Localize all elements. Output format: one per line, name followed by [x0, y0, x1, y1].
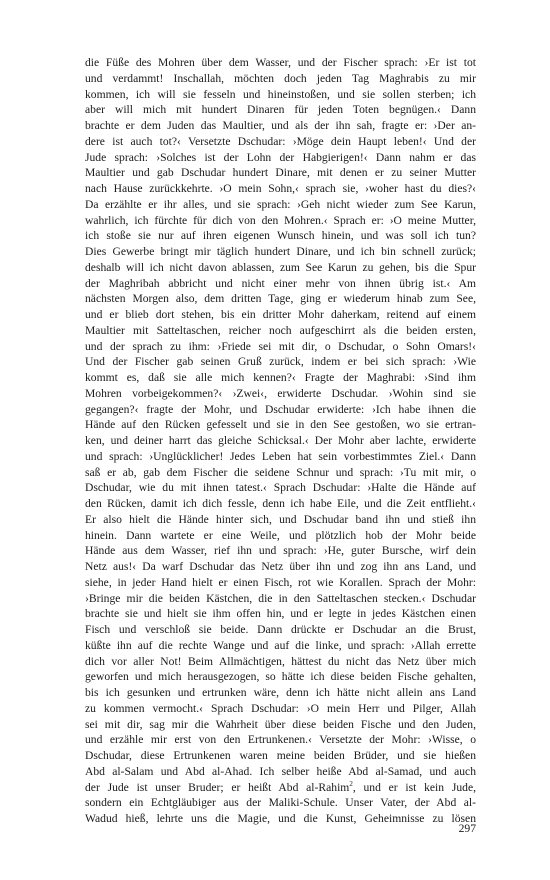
text-line-content: Hände auf den Rücken gefesselt und sie in den See gestoßen, wo sie ertran- — [85, 418, 476, 432]
text-line — [85, 496, 476, 512]
text-line — [85, 102, 476, 118]
text-line — [85, 165, 476, 181]
text-line — [85, 370, 476, 386]
text-line-content: und der sprach zu ihm: ›Friede sei mit dir, o Dschudar, o Sohn Omars!‹ — [85, 339, 476, 353]
text-line — [85, 512, 476, 528]
text-line-content: Dschudar, diese Ertrunkenen waren meine beiden Brüder, und sie hießen — [85, 749, 476, 762]
text-line — [85, 591, 476, 607]
text-line-content: und er blieb dort stehen, bis ein dritter Mohr daherkam, reitend auf einem — [85, 308, 476, 321]
text-line-content: und verdammt! Inschallah, möchten doch jeden Tag Maghrabis zu mir — [85, 71, 476, 85]
text-line-content: den Rücken, damit ich dich fessle, denn ich habe Eile, und die Zeit entflieht.‹ — [85, 497, 476, 510]
text-line-content: und sprach: ›Unglücklicher! Jedes Leben hat sein vorbestimmtes Ziel.‹ Dann — [85, 449, 476, 463]
text-line — [85, 55, 476, 71]
text-line-content: sondern ein Echtgläubiger aus der Maliki-Schule. Unser Vater, der Abd al- — [85, 796, 476, 810]
text-line-content: Mohren vorbeigekommen?‹ ›Zwei‹, erwiderte Dschudar. ›Wohin sind sie — [85, 386, 476, 400]
text-line-content: geworfen und mich herausgezogen, so hätte ich diese beiden Fische gehalten, — [85, 670, 476, 684]
text-line — [85, 354, 476, 370]
text-line-content: der Maghribah abbricht und nicht einer mehr von ihnen übrig ist.‹ Am — [85, 276, 476, 290]
text-line-content: bis ich gesunken und ertrunken wäre, denn ich hätte nicht allein ans Land — [85, 686, 476, 699]
text-line — [85, 87, 476, 103]
text-line — [85, 543, 476, 559]
text-line — [85, 339, 476, 355]
text-line — [85, 669, 476, 685]
text-line — [85, 433, 476, 449]
text-line-content: Und der Fischer gab seinen Gruß zurück, indem er bei sich sprach: ›Wie — [85, 355, 476, 369]
text-line — [85, 402, 476, 418]
text-line-content: Wadud hieß, lehrte uns die Magie, und die Kunst, Geheimnisse zu lösen — [85, 812, 476, 825]
text-line-content: Maultier mit Satteltaschen, reicher noch aufgeschirrt als die beiden ersten, — [85, 323, 476, 337]
text-line — [85, 717, 476, 733]
text-line-content: brachte er dem Juden das Maultier, und als der ihn sah, fragte er: ›Der an- — [85, 119, 476, 132]
text-line — [85, 197, 476, 213]
text-line-content: ken, und deiner harrt das gleiche Schicksal.‹ Der Mohr aber lachte, erwiderte — [85, 434, 476, 447]
text-line-content: deshalb will ich nicht davon ablassen, zum See Karun zu gehen, bis die Spur — [85, 260, 476, 274]
text-line-content: aber will mich mit hundert Dinaren für jeden Toten begnügen.‹ Dann — [85, 103, 476, 117]
text-line — [85, 559, 476, 575]
text-line — [85, 118, 476, 134]
text-line-content: saß er ab, gab dem Fischer die seidene Schnur und sprach: ›Tu mit mir, o — [85, 465, 476, 479]
text-line — [85, 748, 476, 764]
text-line-content: nächsten Morgen also, dem dritten Tage, ging er wiederum hinab zum See, — [85, 292, 476, 306]
text-line-content: zu kommen vermocht.‹ Sprach Dschudar: ›O mein Herr und Pilger, Allah — [85, 701, 476, 715]
text-line — [85, 732, 476, 748]
text-line-content: ›Bringe mir die beiden Kästchen, die in den Satteltaschen stecken.‹ Dschudar — [85, 591, 476, 605]
text-line — [85, 685, 476, 701]
text-line — [85, 480, 476, 496]
text-line — [85, 307, 476, 323]
text-line-content: siehe, in jeder Hand hielt er einen Fisch, rot wie Korallen. Sprach der Mohr: — [85, 575, 476, 589]
text-line-content: Hände aus dem Wasser, rief ihn und sprach: ›He, guter Bursche, wirf dein — [85, 544, 476, 558]
text-line — [85, 417, 476, 433]
text-line — [85, 449, 476, 465]
text-line-content: küßte ihn auf die rechte Wange und auf die linke, und sprach: ›Allah errette — [85, 638, 476, 652]
text-line-content: Da erzählte er ihr alles, und sie sprach: ›Geh nicht wieder zum See Karun, — [85, 197, 476, 211]
text-line — [85, 276, 476, 292]
text-line-content: ich stoße sie nur auf ihren eigenen Wunsch hinein, und was soll ich tun? — [85, 229, 476, 243]
text-line-content: der Jude ist unser Bruder; er heißt Abd al-Rahim — [85, 780, 350, 794]
text-line — [85, 386, 476, 402]
text-line-content: dich vor aller Not! Beim Allmächtigen, hättest du nicht das Netz über mich — [85, 654, 476, 668]
text-line-content: kommen, ich will sie fesseln und hineinstoßen, und sie sollen sterben; ich — [85, 87, 476, 101]
text-line-content: dere ist auch tot?‹ Versetzte Dschudar: ›Möge dein Haupt leben!‹ Und der — [85, 134, 476, 148]
text-line-content: Netz aus!‹ Da warf Dschudar das Netz über ihn und zog ihn ans Land, und — [85, 560, 476, 573]
text-line-content: brachte sie und hielt sie ihm offen hin, und er legte in jedes Kästchen einen — [85, 607, 476, 621]
text-line — [85, 323, 476, 339]
text-line-content: und erzähle mir erst von den Ertrunkenen.‹ Versetzte der Mohr: ›Wisse, o — [85, 733, 476, 747]
text-line — [85, 780, 476, 796]
text-line-content: Maultier und gab Dschudar hundert Dinare, mit denen er zu seiner Mutter — [85, 166, 476, 180]
text-line — [85, 528, 476, 544]
text-line — [85, 622, 476, 638]
text-line — [85, 134, 476, 150]
text-line — [85, 575, 476, 591]
text-line — [85, 764, 476, 780]
text-line-content: Dschudar, wie du mit ihnen tatest.‹ Sprach Dschudar: ›Halte die Hände auf — [85, 481, 476, 495]
text-line-content: hinein. Dann wartete er eine Weile, und plötzlich hob der Mohr beide — [85, 528, 476, 542]
text-line-content: die Füße des Mohren über dem Wasser, und der Fischer sprach: ›Er ist tot — [85, 56, 476, 69]
text-line-content: gegangen?‹ fragte der Mohr, und Dschudar erwiderte: ›Ich habe ihnen die — [85, 402, 476, 416]
text-line — [85, 71, 476, 87]
text-line-content: Fisch und verschloß sie beide. Dann drückte er Dschudar an die Brust, — [85, 623, 476, 636]
text-line — [85, 654, 476, 670]
text-line — [85, 638, 476, 654]
text-line-content: sei mit dir, sag mir die Wahrheit über diese beiden Fische und den Juden, — [85, 717, 476, 731]
text-line — [85, 150, 476, 166]
text-line — [85, 228, 476, 244]
text-line-content: wahrlich, ich fürchte für dich von den Mohren.‹ Sprach er: ›O meine Mutter, — [85, 213, 476, 227]
text-line — [85, 701, 476, 717]
text-line — [85, 465, 476, 481]
text-line — [85, 181, 476, 197]
text-line-content: nach Hause zurückkehrte. ›O mein Sohn,‹ sprach sie, ›woher hast du dies?‹ — [85, 182, 476, 195]
body-text — [85, 55, 476, 827]
text-line-content: Er also hielt die Hände hinter sich, und Dschudar band ihn und stieß ihn — [85, 512, 476, 526]
text-line — [85, 291, 476, 307]
text-line — [85, 260, 476, 276]
text-line — [85, 213, 476, 229]
text-line — [85, 244, 476, 260]
footnote-marker[interactable]: 2 — [349, 779, 353, 788]
page-number: 297 — [458, 822, 476, 835]
text-line-content: Abd al-Salam und Abd al-Ahad. Ich selber heiße Abd al-Samad, und auch — [85, 764, 476, 778]
text-line-content: Jude sprach: ›Solches ist der Lohn der Habgierigen!‹ Dann nahm er das — [85, 150, 476, 164]
text-line-content: kommt es, daß sie alle mich kennen?‹ Fragte der Maghrabi: ›Sind ihm — [85, 371, 476, 384]
text-line-tail: , und er ist kein Jude, — [352, 780, 476, 794]
text-line — [85, 811, 476, 827]
text-line — [85, 606, 476, 622]
text-line-content: Dies Gewerbe bringt mir täglich hundert Dinare, und ich bin schnell zurück; — [85, 245, 476, 258]
text-line — [85, 795, 476, 811]
